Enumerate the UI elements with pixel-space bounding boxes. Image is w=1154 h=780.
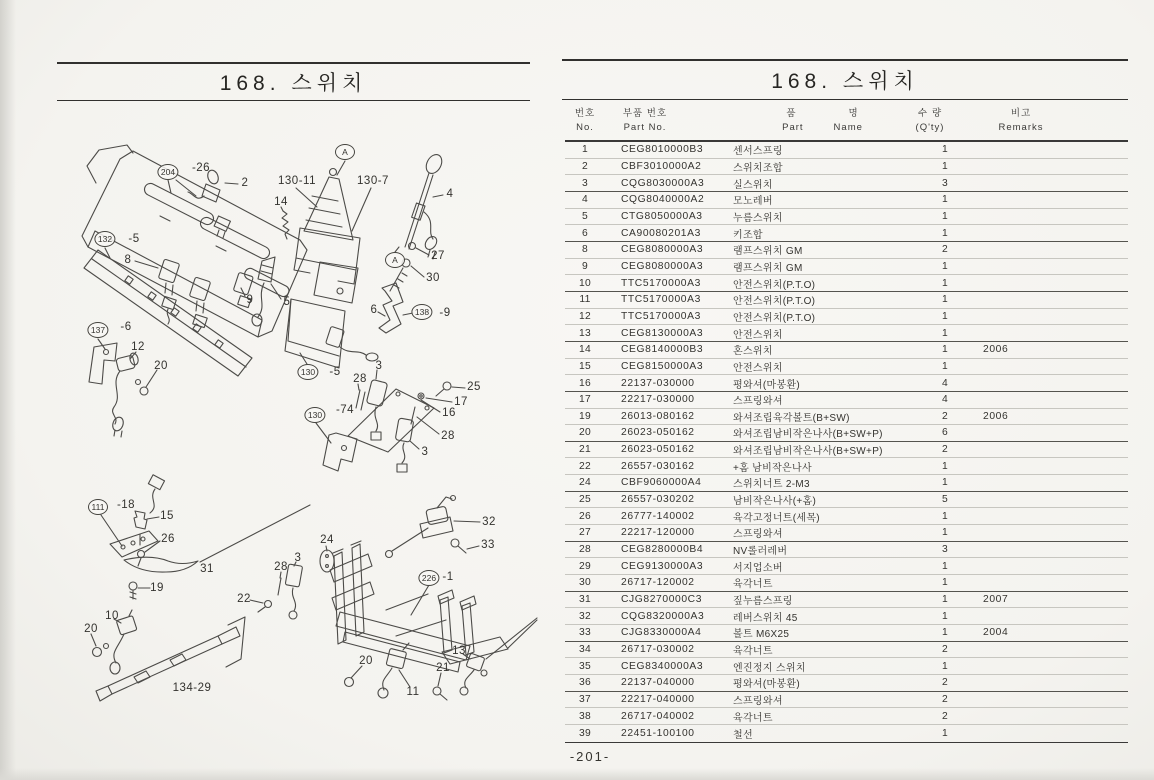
cell-no: 30 [578,577,592,589]
right-section-title-bar [562,59,1128,100]
cell-no: 21 [578,444,592,456]
table-row [565,242,1128,259]
cell-remarks: 2006 [983,410,1009,422]
diagram-label: 30 [426,272,440,284]
cell-name: 램프스위치 GM [733,246,803,258]
cell-no: 38 [578,710,592,722]
table-row [565,442,1128,459]
cell-no: 27 [578,527,592,539]
cell-remarks: 2004 [983,627,1009,639]
diagram-balloon: 132 [94,231,115,247]
cell-no: 2 [581,160,589,172]
diagram-label: -18 [116,499,136,511]
cell-no: 34 [578,644,592,656]
table-header [565,97,1128,142]
cell-part-no: 26023-050162 [621,427,695,439]
diagram-label: 130-11 [278,175,316,187]
table-row [565,359,1128,376]
cell-name: 육각고정너트(세목) [733,512,820,524]
cell-qty: 4 [941,394,949,406]
cell-part-no: 26557-030162 [621,460,695,472]
diagram-label: 16 [442,407,456,419]
callout-layer [0,0,560,780]
table-row [565,275,1128,292]
table-row [565,525,1128,542]
cell-part-no: CEG8150000A3 [621,360,704,372]
cell-no: 28 [578,544,592,556]
diagram-balloon: 130 [297,364,318,380]
diagram-label: 3 [375,360,383,372]
exploded-parts-diagram [0,0,560,780]
cell-qty: 4 [941,377,949,389]
cell-part-no: CEG9130000A3 [621,560,704,572]
header-no-en: No. [576,121,594,133]
header-name-ko-2: 명 [848,107,859,119]
cell-qty: 1 [941,360,949,372]
cell-qty: 1 [941,327,949,339]
cell-name: 와셔조립남비작은나사(B+SW+P) [733,429,883,441]
cell-no: 22 [578,460,592,472]
cell-name: 안전스위치(P.T.O) [733,279,816,291]
cell-qty: 1 [941,660,949,672]
cell-part-no: CA90080201A3 [621,227,701,239]
cell-part-no: 22217-030000 [621,394,695,406]
cell-no: 4 [581,194,589,206]
cell-part-no: 26023-050162 [621,444,695,456]
cell-name: 남비작은나사(+홈) [733,496,817,508]
diagram-label: 134-29 [172,682,212,694]
diagram-label: 17 [454,396,468,408]
cell-name: 스위치조합 [733,162,783,174]
cell-name: 누름스위치 [733,212,783,224]
table-row [565,375,1128,392]
cell-name: 안전스위치(P.T.O) [733,296,816,308]
cell-name: NV롤러레버 [733,546,788,558]
table-row [565,492,1128,509]
cell-no: 8 [581,244,589,256]
diagram-label: -5 [128,233,140,245]
table-row [565,692,1128,709]
table-row [565,325,1128,342]
header-qty-ko-1: 수 [917,107,928,119]
cell-part-no: 22217-120000 [621,527,695,539]
cell-qty: 1 [941,227,949,239]
table-row [565,708,1128,725]
table-row [565,625,1128,642]
cell-part-no: CQG8040000A2 [621,194,705,206]
diagram-label: 28 [441,430,455,442]
cell-no: 5 [581,210,589,222]
diagram-label: 32 [482,516,496,528]
cell-name: 육각너트 [733,579,773,591]
cell-part-no: CEG8280000B4 [621,544,704,556]
header-no-ko: 번호 [574,107,596,119]
left-section-title: 168. 스위치 [219,72,368,95]
cell-part-no: 22137-040000 [621,677,695,689]
cell-name: 안전스위치(P.T.O) [733,312,816,324]
table-row [565,542,1128,559]
header-remarks [970,97,1128,140]
cell-qty: 2 [941,710,949,722]
diagram-label: 2 [241,177,249,189]
cell-part-no: TTC5170000A3 [621,294,701,306]
cell-no: 26 [578,510,592,522]
cell-qty: 1 [941,460,949,472]
table-row [565,259,1128,276]
cell-qty: 2 [941,677,949,689]
diagram-label: -74 [335,404,355,416]
cell-no: 6 [581,227,589,239]
table-row [565,309,1128,326]
cell-qty: 2 [941,244,949,256]
cell-qty: 3 [941,544,949,556]
cell-name: 램프스위치 GM [733,262,803,274]
cell-part-no: 26717-120002 [621,577,695,589]
cell-part-no: CEG8340000A3 [621,660,704,672]
cell-qty: 1 [941,627,949,639]
cell-part-no: CQG8320000A3 [621,610,705,622]
cell-name: 육각너트 [733,646,773,658]
header-name-en-2: Name [833,121,863,133]
header-qty-en: (Q'ty) [915,121,945,133]
cell-name: 볼트 M6X25 [733,629,790,641]
cell-part-no: 26777-140002 [621,510,695,522]
cell-name: 평와셔(마봉환) [733,679,801,691]
right-section-title: 168. 스위치 [771,70,919,93]
diagram-label: 8 [124,254,132,266]
cell-qty: 1 [941,277,949,289]
cell-name: 평와셔(마봉환) [733,379,801,391]
cell-no: 15 [578,360,592,372]
header-no [565,97,605,140]
diagram-label: 22 [237,593,251,605]
header-name-ko-1: 품 [786,107,797,119]
cell-name: 실스위치 [733,179,773,191]
diagram-label: -6 [120,321,132,333]
diagram-label: 27 [431,250,445,262]
cell-no: 17 [578,394,592,406]
cell-qty: 2 [941,444,949,456]
cell-qty: 1 [941,310,949,322]
cell-no: 1 [581,144,589,156]
cell-remarks: 2006 [983,344,1009,356]
table-row [565,425,1128,442]
diagram-label: 20 [154,360,168,372]
cell-qty: 1 [941,210,949,222]
table-row [565,575,1128,592]
table-row [565,342,1128,359]
diagram-label: 4 [446,188,454,200]
cell-part-no: 22217-040000 [621,693,695,705]
cell-no: 20 [578,427,592,439]
diagram-label: 25 [467,381,481,393]
diagram-balloon: 138 [411,304,432,320]
cell-name: 스프링와셔 [733,529,783,541]
cell-name: 안전스위치 [733,362,783,374]
cell-name: 짚누름스프링 [733,596,793,608]
table-row [565,209,1128,226]
cell-name: 혼스위치 [733,346,773,358]
cell-no: 19 [578,410,592,422]
diagram-label: 14 [274,196,288,208]
cell-no: 24 [578,477,592,489]
cell-qty: 1 [941,510,949,522]
table-row [565,409,1128,426]
cell-part-no: 26013-080162 [621,410,695,422]
diagram-balloon: 130 [304,407,325,423]
cell-part-no: CTG8050000A3 [621,210,703,222]
cell-name: 센서스프링 [733,146,783,158]
table-row [565,592,1128,609]
diagram-label: -9 [439,307,451,319]
cell-qty: 2 [941,410,949,422]
diagram-label: 24 [320,534,334,546]
cell-name: 엔진정지 스위치 [733,662,806,674]
diagram-label: 28 [353,373,367,385]
table-row [565,658,1128,675]
diagram-label: 28 [274,561,288,573]
cell-qty: 1 [941,527,949,539]
cell-no: 25 [578,494,592,506]
diagram-label: 21 [436,662,450,674]
cell-part-no: CEG8130000A3 [621,327,704,339]
table-row [565,458,1128,475]
cell-part-no: 26557-030202 [621,494,695,506]
diagram-balloon: 226 [418,570,439,586]
cell-qty: 2 [941,693,949,705]
cell-no: 10 [578,277,592,289]
cell-part-no: CBF9060000A4 [621,477,702,489]
cell-name: 철선 [733,729,753,741]
header-qty-ko-2: 량 [932,107,943,119]
cell-qty: 1 [941,560,949,572]
diagram-label: 10 [105,610,119,622]
diagram-balloon: 204 [157,164,178,180]
cell-qty: 1 [941,577,949,589]
cell-no: 31 [578,594,592,606]
cell-name: 육각너트 [733,712,773,724]
table-row [565,175,1128,192]
diagram-label: -26 [191,162,211,174]
cell-part-no: TTC5170000A3 [621,310,701,322]
cell-name: 와셔조립육각볼트(B+SW) [733,412,850,424]
table-row [565,608,1128,625]
diagram-label: 20 [359,655,373,667]
cell-part-no: CBF3010000A2 [621,160,702,172]
diagram-label: 12 [131,341,145,353]
table-row [565,675,1128,692]
cell-qty: 1 [941,344,949,356]
cell-no: 33 [578,627,592,639]
cell-remarks: 2007 [983,594,1009,606]
header-remarks-en: Remarks [998,121,1044,133]
table-row [565,159,1128,176]
cell-name: 레버스위치 45 [733,612,798,624]
cell-no: 13 [578,327,592,339]
cell-part-no: 26717-040002 [621,710,695,722]
cell-part-no: CEG8080000A3 [621,244,704,256]
parts-table [565,97,1128,743]
cell-name: 스프링와셔 [733,396,783,408]
cell-part-no: 22137-030000 [621,377,695,389]
cell-part-no: TTC5170000A3 [621,277,701,289]
cell-part-no: 22451-100100 [621,727,695,739]
table-row [565,292,1128,309]
cell-qty: 1 [941,610,949,622]
parts-table-body [565,142,1128,743]
diagram-label: 11 [406,686,420,698]
diagram-label: 6 [370,304,378,316]
diagram-label: 130-7 [357,175,389,187]
table-row [565,192,1128,209]
header-part-no-ko: 부품 번호 [622,107,668,119]
table-row [565,508,1128,525]
cell-qty: 1 [941,160,949,172]
diagram-label: 13 [452,645,466,657]
diagram-balloon: A [335,144,355,160]
cell-name: 와셔조립남비작은나사(B+SW+P) [733,446,883,458]
cell-no: 32 [578,610,592,622]
cell-qty: 1 [941,260,949,272]
header-remarks-ko: 비고 [1010,107,1032,119]
header-qty [915,97,970,140]
table-row [565,558,1128,575]
diagram-label: 15 [160,510,174,522]
cell-no: 16 [578,377,592,389]
cell-name: 키조합 [733,229,763,241]
cell-part-no: 26717-030002 [621,644,695,656]
cell-part-no: CJG8270000C3 [621,594,703,606]
cell-no: 3 [581,177,589,189]
table-row [565,392,1128,409]
header-part-name [725,97,920,140]
diagram-label: 26 [161,533,175,545]
header-part-no [605,97,725,140]
header-name-en-1: Part [782,121,804,133]
cell-no: 12 [578,310,592,322]
cell-no: 39 [578,727,592,739]
diagram-balloon: 111 [88,499,108,515]
diagram-label: 31 [200,563,214,575]
diagram-label: 20 [84,623,98,635]
cell-name: 서지업소버 [733,562,783,574]
cell-qty: 1 [941,194,949,206]
cell-part-no: CJG8330000A4 [621,627,702,639]
cell-qty: 1 [941,294,949,306]
table-row [565,725,1128,742]
diagram-balloon: 137 [87,322,108,338]
cell-no: 29 [578,560,592,572]
cell-qty: 1 [941,594,949,606]
table-row [565,642,1128,659]
cell-no: 35 [578,660,592,672]
cell-qty: 1 [941,477,949,489]
header-part-no-en: Part No. [623,121,667,133]
cell-part-no: CEG8080000A3 [621,260,704,272]
diagram-label: 19 [150,582,164,594]
cell-name: 스프링와셔 [733,695,783,707]
diagram-label: -5 [329,366,341,378]
diagram-label: 3 [294,552,302,564]
cell-qty: 5 [941,494,949,506]
table-row [565,142,1128,159]
cell-part-no: CEG8140000B3 [621,344,704,356]
cell-no: 9 [581,260,589,272]
cell-part-no: CQG8030000A3 [621,177,705,189]
cell-name: 안전스위치 [733,329,783,341]
cell-qty: 1 [941,727,949,739]
cell-name: 모노레버 [733,196,773,208]
cell-no: 11 [579,294,591,306]
diagram-label: -1 [442,571,454,583]
cell-qty: 6 [941,427,949,439]
cell-part-no: CEG8010000B3 [621,144,704,156]
table-row [565,475,1128,492]
diagram-balloon: A [385,252,405,268]
table-row [565,225,1128,242]
cell-name: 스위치너트 2-M3 [733,479,810,491]
cell-no: 37 [578,693,592,705]
cell-no: 14 [578,344,592,356]
diagram-label: 9 [246,294,254,306]
diagram-label: 33 [481,539,495,551]
cell-name: +홈 남비작은나사 [733,462,812,474]
diagram-label: 3 [421,446,429,458]
cell-qty: 3 [941,177,949,189]
cell-qty: 2 [941,644,949,656]
diagram-label: 5 [283,296,291,308]
cell-qty: 1 [941,144,949,156]
page-number: -201- [569,749,611,764]
cell-no: 36 [578,677,592,689]
